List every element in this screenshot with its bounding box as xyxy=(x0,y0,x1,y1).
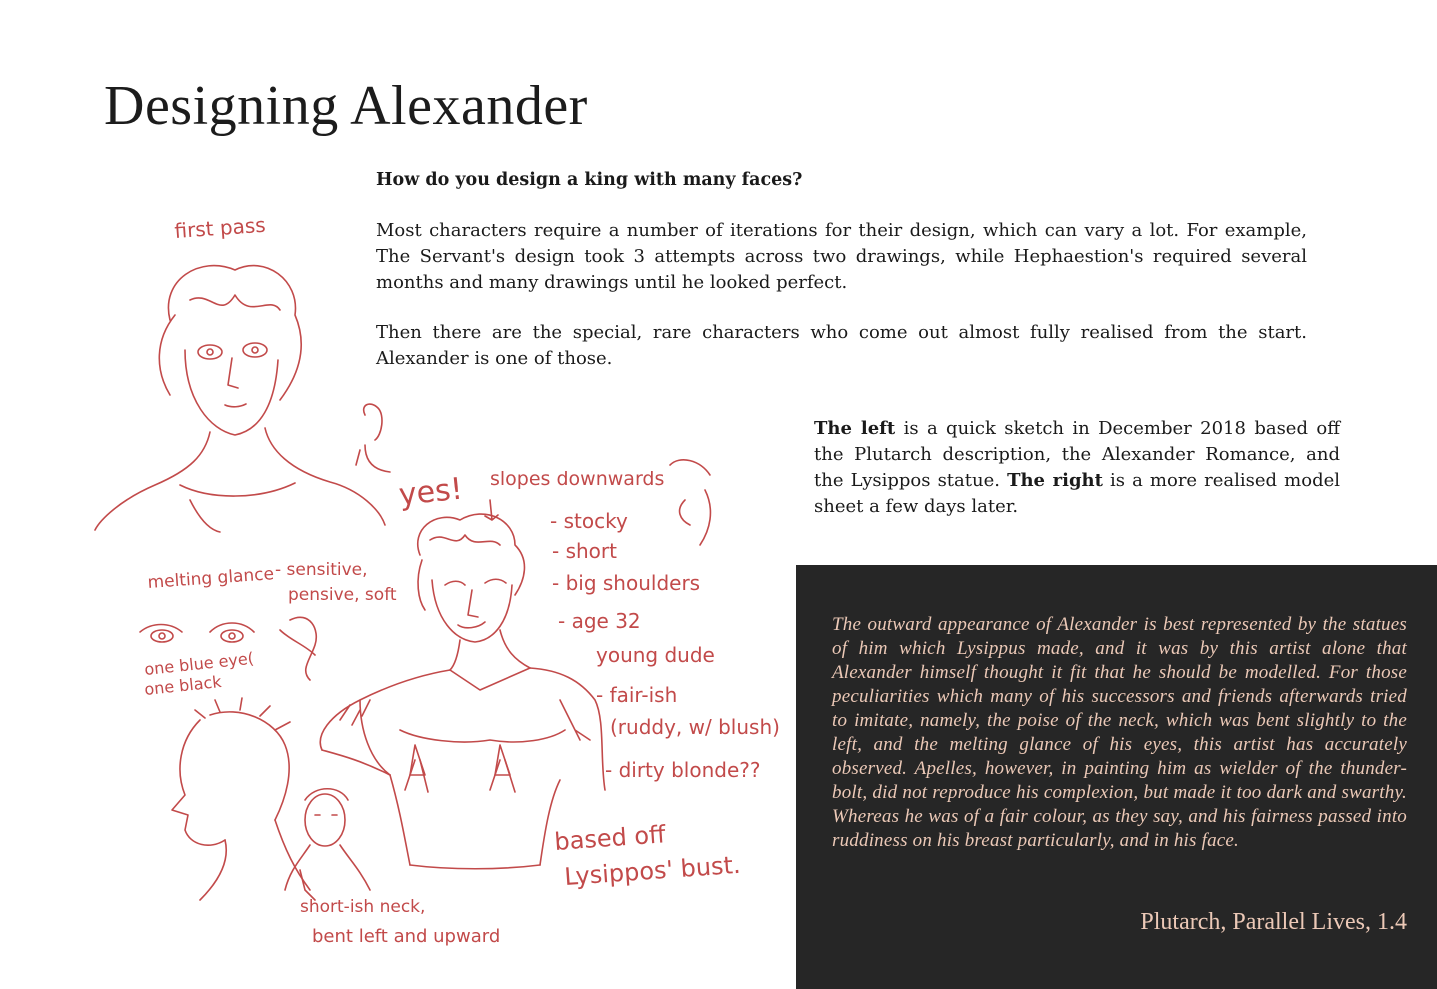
intro-paragraph: Most characters require a number of iterations for their design, which can vary a lot. For example, The Servant's design took 3 attempts across two drawings, while Hephaestion's required several months and many drawings until he looked perfect. xyxy=(376,220,1307,293)
label-neck-1: short-ish neck, xyxy=(300,897,426,917)
label-trait-2: - big shoulders xyxy=(552,571,701,595)
neck-study-sketch xyxy=(356,404,390,472)
note-part2: is a more realised model sheet a few days later. xyxy=(814,470,1340,517)
label-sensitive: - sensitive, xyxy=(275,560,368,580)
label-based-2: Lysippos' bust. xyxy=(563,850,742,891)
label-eyes-1: one blue eye( xyxy=(143,648,255,679)
label-trait-0: - stocky xyxy=(550,509,628,533)
note-right-bold: The right xyxy=(1007,470,1103,491)
note-part1: is a quick sketch in December 2018 based off the Plutarch description, the Alexander Romance, and the Lysippos statue. xyxy=(814,418,1340,491)
neck-pointer xyxy=(300,870,315,900)
quote-panel xyxy=(796,565,1437,989)
first-pass-sketch xyxy=(95,266,385,532)
quote-citation: Plutarch, Parallel Lives, 1.4 xyxy=(1140,909,1407,935)
plutarch-quote: The outward appearance of Alexander is best represented by the statues of him which Lysippus made, and it was by this artist alone that Alexander himself thought it fit that he should be modelled. For those peculiarities which many of his successors and friends afterwards tried to imitate, namely, the poise of the neck, which was bent slightly to the left, and the melting glance of his eyes, this artist has accurately observed. Apelles, however, in painting him as wielder of the thunder-bolt, did not reproduce his complexion, but made it too dark and swarthy. Whereas he was of a fair colour, as they say, and his fairness passed into ruddiness on his breast particularly, and in his face. xyxy=(832,614,1407,851)
label-eyes-2: one black xyxy=(143,671,223,699)
alexander-sketch-illustration xyxy=(60,200,780,970)
label-based-1: based off xyxy=(553,820,667,856)
question-heading: How do you design a king with many faces? xyxy=(376,170,803,190)
label-slopes: slopes downwards xyxy=(490,468,665,490)
label-trait-4: young dude xyxy=(596,643,715,667)
label-trait-1: - short xyxy=(552,539,617,563)
label-first-pass: first pass xyxy=(173,212,267,243)
label-trait-6: (ruddy, w/ blush) xyxy=(610,715,780,739)
label-trait-5: - fair-ish xyxy=(596,683,678,707)
label-melting-glance: melting glance xyxy=(146,564,275,593)
note-left-bold: The left xyxy=(814,418,896,439)
label-neck-2: bent left and upward xyxy=(312,926,501,947)
label-pensive: pensive, soft xyxy=(288,585,397,605)
label-trait-7: - dirty blonde?? xyxy=(605,758,761,782)
special-characters-paragraph: Then there are the special, rare characters who come out almost fully realised from the start. Alexander is one of those. xyxy=(376,322,1307,369)
sketch-note xyxy=(814,416,1340,520)
label-yes: yes! xyxy=(397,471,465,513)
small-bust-sketch xyxy=(285,789,370,890)
label-trait-3: - age 32 xyxy=(558,609,641,633)
profile-sketch xyxy=(172,698,310,900)
page-title: Designing Alexander xyxy=(104,75,588,137)
